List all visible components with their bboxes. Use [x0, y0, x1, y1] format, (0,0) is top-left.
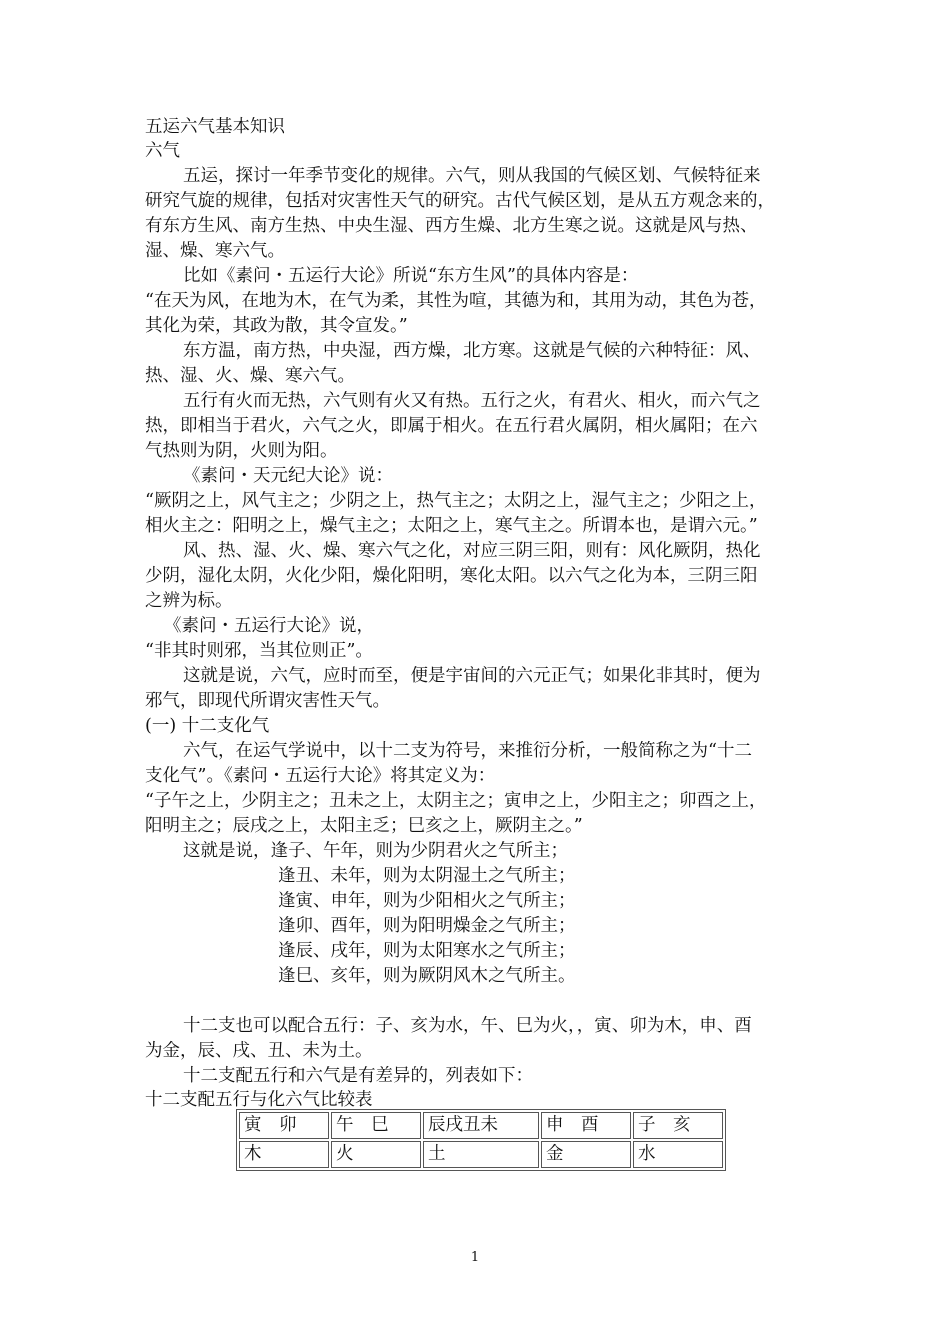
quote-line: 其化为荣，其政为散，其令宣发。”: [145, 316, 408, 336]
quote-line: “非其时则邪，当其位则正”。: [145, 641, 373, 661]
paragraph-line: 这就是说，逢子、午年，则为少阴君火之气所主；: [183, 841, 568, 861]
paragraph-line: 《素问・天元纪大论》说：: [183, 466, 393, 486]
paragraph-line: 风、热、湿、火、燥、寒六气之化，对应三阴三阳，则有：风化厥阴，热化: [183, 541, 761, 561]
paragraph-line: 少阴，湿化太阴，火化少阳，燥化阳明，寒化太阳。以六气之化为本，三阴三阳: [145, 566, 758, 586]
list-line: 逢辰、戌年，则为太阳寒水之气所主；: [278, 941, 576, 961]
table-cell: 寅 卯: [239, 1112, 329, 1139]
paragraph-line: 东方温，南方热，中央湿，西方燥，北方寒。这就是气候的六种特征：风、: [183, 341, 761, 361]
table-row: [239, 1112, 723, 1139]
table-cell: 木: [239, 1141, 329, 1168]
quote-line: “在天为风，在地为木，在气为柔，其性为喧，其德为和，其用为动，其色为苍，: [145, 291, 767, 311]
list-line: 逢寅、申年，则为少阳相火之气所主；: [278, 891, 576, 911]
paragraph-line: 研究气旋的规律，包括对灾害性天气的研究。古代气候区划，是从五方观念来的，: [145, 191, 775, 211]
list-line: 逢卯、酉年，则为阳明燥金之气所主；: [278, 916, 576, 936]
table-cell: 子 亥: [633, 1112, 723, 1139]
paragraph-line: 比如《素问・五运行大论》所说“东方生风”的具体内容是：: [183, 266, 639, 286]
quote-line: “子午之上，少阴主之；丑未之上，太阴主之；寅申之上，少阳主之；卯酉之上，: [145, 791, 767, 811]
paragraph-line: 十二支配五行和六气是有差异的，列表如下：: [183, 1066, 533, 1086]
paragraph-line: 之辨为标。: [145, 591, 233, 611]
table-row: [239, 1141, 723, 1168]
subsection-heading: (一) 十二支化气: [145, 716, 270, 736]
paragraph-line: 五运，探讨一年季节变化的规律。六气，则从我国的气候区划、气候特征来: [183, 166, 761, 186]
paragraph-line: 《素问・五运行大论》说，: [164, 616, 374, 636]
table-cell: 土: [423, 1141, 539, 1168]
quote-line: 相火主之：阳明之上，燥气主之；太阳之上，寒气主之。所谓本也，是谓六元。”: [145, 516, 758, 536]
paragraph-line: 为金，辰、戌、丑、未为土。: [145, 1041, 373, 1061]
table-cell: 辰戌丑未: [423, 1112, 539, 1139]
paragraph-line: 湿、燥、寒六气。: [145, 241, 285, 261]
paragraph-line: 有东方生风、南方生热、中央生湿、西方生燥、北方生寒之说。这就是风与热、: [145, 216, 758, 236]
table-cell: 申 酉: [541, 1112, 631, 1139]
table-cell: 水: [633, 1141, 723, 1168]
section-heading: 六气: [145, 141, 180, 161]
table-cell: 金: [541, 1141, 631, 1168]
quote-line: “厥阴之上，风气主之；少阴之上，热气主之；太阴之上，湿气主之；少阳之上，: [145, 491, 767, 511]
comparison-table: [236, 1109, 726, 1171]
paragraph-line: 五行有火而无热，六气则有火又有热。五行之火，有君火、相火，而六气之: [183, 391, 761, 411]
paragraph-line: 这就是说，六气，应时而至，便是宇宙间的六元正气；如果化非其时，便为: [183, 666, 761, 686]
table-cell: 午 巳: [331, 1112, 421, 1139]
paragraph-line: 热，即相当于君火，六气之火，即属于相火。在五行君火属阴，相火属阳；在六: [145, 416, 758, 436]
quote-line: 阳明主之；辰戌之上，太阳主乏；巳亥之上，厥阴主之。”: [145, 816, 583, 836]
table-caption: 十二支配五行与化六气比较表: [145, 1090, 373, 1110]
list-line: 逢丑、未年，则为太阴湿土之气所主；: [278, 866, 576, 886]
paragraph-line: 十二支也可以配合五行：子、亥为水，午、巳为火，，寅、卯为木，申、酉: [183, 1016, 752, 1036]
list-line: 逢巳、亥年，则为厥阴风木之气所主。: [278, 966, 576, 986]
paragraph-line: 邪气，即现代所谓灾害性天气。: [145, 691, 390, 711]
table-cell: 火: [331, 1141, 421, 1168]
paragraph-line: 支化气”。《素问・五运行大论》将其定义为：: [145, 766, 496, 786]
page-number: 1: [470, 1250, 480, 1265]
paragraph-line: 热、湿、火、燥、寒六气。: [145, 366, 355, 386]
document-title: 五运六气基本知识: [145, 117, 285, 137]
paragraph-line: 气热则为阴，火则为阳。: [145, 441, 338, 461]
paragraph-line: 六气，在运气学说中，以十二支为符号，来推衍分析，一般简称之为“十二: [183, 741, 752, 761]
